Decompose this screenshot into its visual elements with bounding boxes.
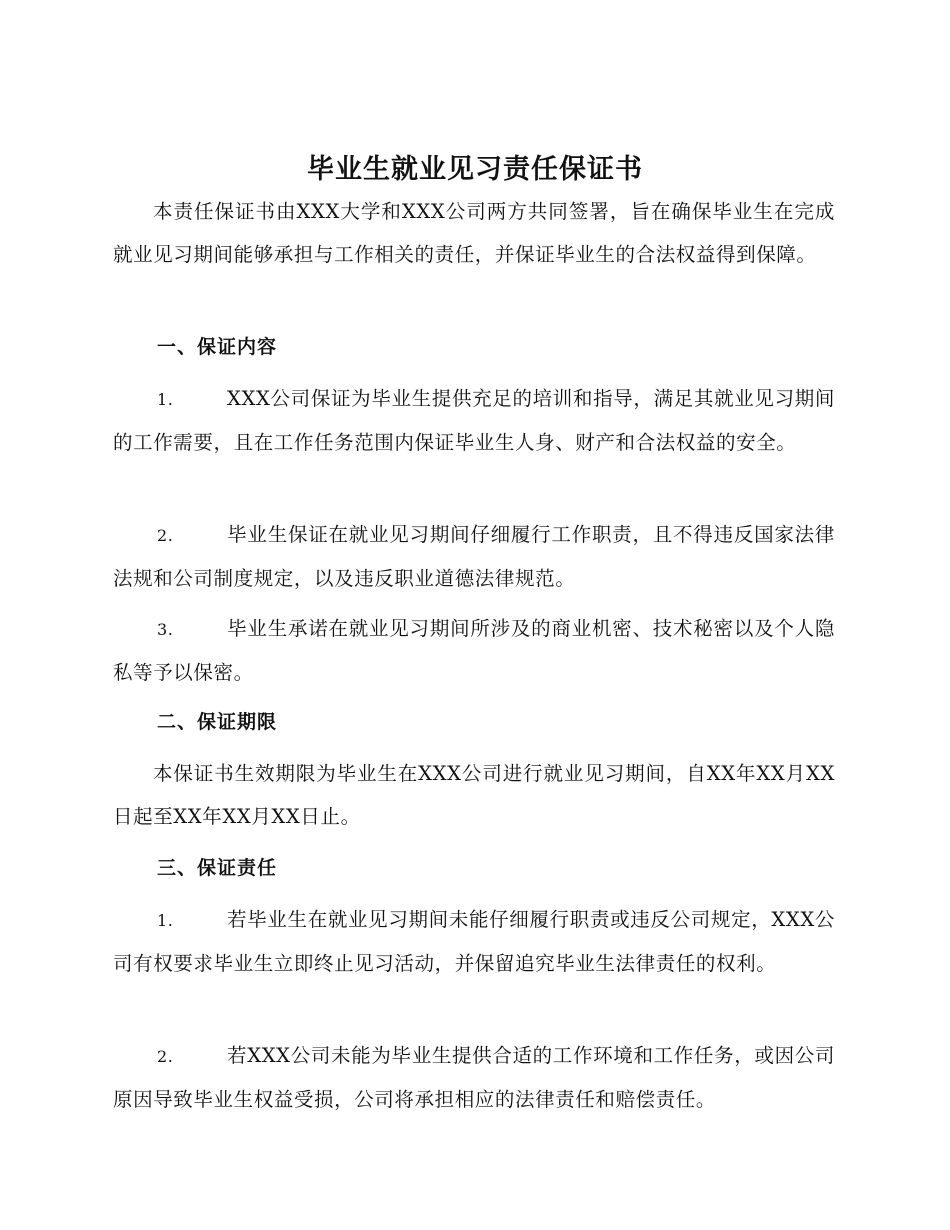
list-item-text: 若毕业生在就业见习期间未能仔细履行职责或违反公司规定，XXX公司有权要求毕业生立即终止见习活动，并保留追究毕业生法律责任的权利。	[113, 908, 835, 975]
period-paragraph: 本保证书生效期限为毕业生在XXX公司进行就业见习期间，自XX年XX月XX日起至XX年XX月XX日止。	[113, 762, 835, 828]
list-item-number: 3.	[157, 620, 174, 639]
list-item-text: 毕业生保证在就业见习期间仔细履行工作职责，且不得违反国家法律法规和公司制度规定，以及违反职业道德法律规范。	[113, 523, 835, 590]
list-item-number: 2.	[157, 526, 174, 545]
list-item	[113, 898, 835, 985]
list-item	[113, 377, 835, 464]
list-item-number: 1.	[157, 390, 174, 409]
document-title: 毕业生就业见习责任保证书	[307, 154, 643, 185]
list-item-text: 毕业生承诺在就业见习期间所涉及的商业机密、技术秘密以及个人隐私等予以保密。	[113, 617, 835, 684]
list-item-number: 2.	[157, 1047, 174, 1066]
list-item	[113, 513, 835, 600]
section-heading-period: 二、保证期限	[157, 711, 278, 733]
section-heading-content: 一、保证内容	[157, 336, 278, 358]
list-item-number: 1.	[157, 911, 174, 930]
list-item	[113, 1034, 835, 1121]
intro-paragraph: 本责任保证书由XXX大学和XXX公司两方共同签署，旨在确保毕业生在完成就业见习期间能够承担与工作相关的责任，并保证毕业生的合法权益得到保障。	[113, 200, 835, 266]
list-item-text: 若XXX公司未能为毕业生提供合适的工作环境和工作任务，或因公司原因导致毕业生权益受损，公司将承担相应的法律责任和赔偿责任。	[113, 1044, 835, 1111]
list-item-text: XXX公司保证为毕业生提供充足的培训和指导，满足其就业见习期间的工作需要，且在工作任务范围内保证毕业生人身、财产和合法权益的安全。	[113, 387, 835, 454]
section-heading-responsibility: 三、保证责任	[157, 857, 278, 879]
list-item	[113, 607, 835, 694]
